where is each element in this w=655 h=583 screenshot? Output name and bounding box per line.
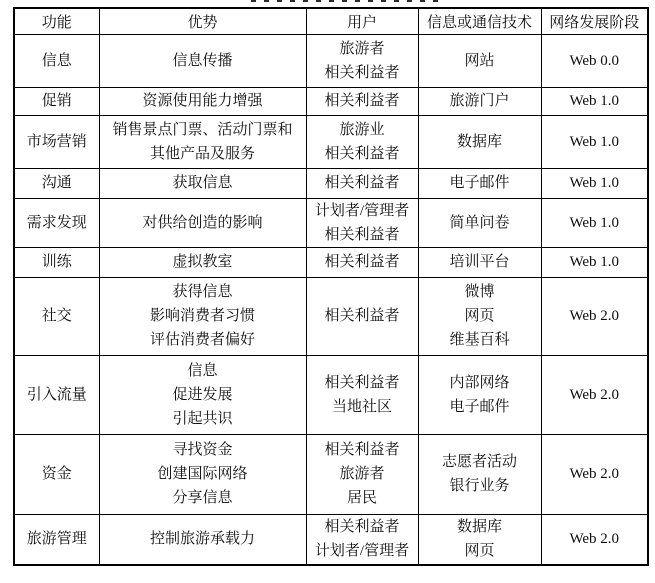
cell-technology xyxy=(418,87,541,115)
cell-line: 评估消费者偏好 xyxy=(149,332,255,348)
cell-line: 旅游者 xyxy=(339,466,385,482)
cell-line: 相关利益者 xyxy=(324,226,400,243)
functions-technology-table xyxy=(13,7,649,566)
cell-web-stage xyxy=(541,355,648,434)
cell-line: Web 1.0 xyxy=(569,175,620,191)
cell-advantages xyxy=(99,355,306,434)
table-row xyxy=(14,277,648,355)
cell-line: 旅游业 xyxy=(339,121,385,138)
cell-line: 内部网络 xyxy=(449,374,510,391)
cell-web-stage xyxy=(541,168,648,198)
cell-line: 相关利益者 xyxy=(324,442,400,458)
cell-function xyxy=(14,514,99,565)
table-row xyxy=(14,168,648,198)
cell-web-stage xyxy=(541,198,648,247)
cell-line: 社交 xyxy=(41,308,72,324)
table-body xyxy=(14,34,648,565)
cropped-text-fragment xyxy=(251,0,438,2)
cell-line: 志愿者活动 xyxy=(441,454,517,470)
cell-line: 销售景点门票、活动门票和 xyxy=(112,121,293,138)
cell-line: 市场营销 xyxy=(26,133,87,150)
cell-web-stage xyxy=(541,115,648,168)
table-header xyxy=(14,8,648,34)
cell-line: 引起共识 xyxy=(172,410,233,427)
cell-line: 旅游者 xyxy=(339,40,385,57)
cell-line: 当地社区 xyxy=(331,398,392,415)
cell-line: 相关利益者 xyxy=(324,93,400,109)
cell-web-stage xyxy=(541,434,648,514)
table-row xyxy=(14,355,648,434)
cell-technology xyxy=(418,514,541,565)
table-row xyxy=(14,198,648,247)
cell-line: Web 1.0 xyxy=(569,214,620,231)
cell-users xyxy=(306,87,418,115)
cell-web-stage xyxy=(541,247,648,277)
header-web-stage: 网络发展阶段 xyxy=(541,8,648,34)
cell-users xyxy=(306,277,418,355)
cell-line: 资金 xyxy=(41,466,72,482)
cell-line: Web 1.0 xyxy=(569,254,620,270)
cell-function xyxy=(14,115,99,168)
cell-line: 培训平台 xyxy=(449,254,510,270)
cell-line: 居民 xyxy=(346,490,377,506)
cell-line: 数据库 xyxy=(456,519,502,536)
table-row xyxy=(14,247,648,277)
cell-technology xyxy=(418,198,541,247)
cell-line: 资源使用能力增强 xyxy=(142,93,263,109)
cell-line: 维基百科 xyxy=(449,332,510,348)
cell-line: 训练 xyxy=(41,254,72,270)
cell-users xyxy=(306,34,418,87)
cell-users xyxy=(306,198,418,247)
cell-users xyxy=(306,514,418,565)
cell-line: 旅游门户 xyxy=(449,93,510,109)
cell-line: Web 2.0 xyxy=(569,308,620,324)
header-function: 功能 xyxy=(14,8,99,34)
cell-line: Web 2.0 xyxy=(569,386,620,403)
cell-users xyxy=(306,355,418,434)
cell-line: Web 2.0 xyxy=(569,466,620,482)
cell-line: 其他产品及服务 xyxy=(149,145,255,162)
cell-line: 微博 xyxy=(464,284,495,300)
cell-function xyxy=(14,277,99,355)
cell-line: 寻找资金 xyxy=(172,442,233,458)
table-row xyxy=(14,87,648,115)
cell-line: Web 1.0 xyxy=(569,133,620,150)
cell-line: 相关利益者 xyxy=(324,519,400,536)
cell-advantages xyxy=(99,277,306,355)
cell-users xyxy=(306,247,418,277)
cell-line: 信息 xyxy=(41,52,72,69)
table-row xyxy=(14,115,648,168)
cell-advantages xyxy=(99,434,306,514)
header-advantages: 优势 xyxy=(99,8,306,34)
cell-advantages xyxy=(99,34,306,87)
cell-line: 对供给创造的影响 xyxy=(142,214,263,231)
cell-function xyxy=(14,87,99,115)
cell-line: 网页 xyxy=(464,543,495,560)
cell-technology xyxy=(418,247,541,277)
cell-web-stage xyxy=(541,277,648,355)
cell-advantages xyxy=(99,514,306,565)
cell-technology xyxy=(418,355,541,434)
cell-line: 电子邮件 xyxy=(449,398,510,415)
table-row xyxy=(14,34,648,87)
cell-line: 获取信息 xyxy=(172,175,233,191)
cell-function xyxy=(14,34,99,87)
cell-web-stage xyxy=(541,87,648,115)
cell-line: 相关利益者 xyxy=(324,254,400,270)
cell-line: 相关利益者 xyxy=(324,374,400,391)
cell-line: Web 2.0 xyxy=(569,531,620,548)
cell-technology xyxy=(418,168,541,198)
cell-technology xyxy=(418,434,541,514)
cell-line: 数据库 xyxy=(456,133,502,150)
cell-function xyxy=(14,198,99,247)
cell-line: 引入流量 xyxy=(26,386,87,403)
cell-advantages xyxy=(99,247,306,277)
cell-function xyxy=(14,434,99,514)
cell-advantages xyxy=(99,168,306,198)
cell-line: Web 0.0 xyxy=(569,52,620,69)
cell-users xyxy=(306,115,418,168)
header-users: 用户 xyxy=(306,8,418,34)
cell-line: 网页 xyxy=(464,308,495,324)
document-sheet xyxy=(13,7,649,566)
cell-line: 信息传播 xyxy=(172,52,233,69)
cell-line: 银行业务 xyxy=(449,478,510,494)
table-row xyxy=(14,514,648,565)
cell-function xyxy=(14,168,99,198)
cell-web-stage xyxy=(541,514,648,565)
cell-line: 分享信息 xyxy=(172,490,233,506)
cell-advantages xyxy=(99,115,306,168)
cell-technology xyxy=(418,115,541,168)
header-row xyxy=(14,8,648,34)
cell-line: 虚拟教室 xyxy=(172,254,233,270)
table-row xyxy=(14,434,648,514)
cell-line: 促销 xyxy=(41,93,72,109)
cell-line: 相关利益者 xyxy=(324,145,400,162)
cell-line: 简单问卷 xyxy=(449,214,510,231)
cell-function xyxy=(14,355,99,434)
cell-users xyxy=(306,168,418,198)
cell-advantages xyxy=(99,198,306,247)
cell-line: 相关利益者 xyxy=(324,64,400,81)
cell-line: 旅游管理 xyxy=(26,531,87,548)
cell-line: 促进发展 xyxy=(172,386,233,403)
cell-line: 创建国际网络 xyxy=(157,466,248,482)
header-technology: 信息或通信技术 xyxy=(418,8,541,34)
cell-users xyxy=(306,434,418,514)
cell-advantages xyxy=(99,87,306,115)
cell-line: 相关利益者 xyxy=(324,308,400,324)
cell-line: 影响消费者习惯 xyxy=(149,308,255,324)
cell-line: 需求发现 xyxy=(26,214,87,231)
cell-line: Web 1.0 xyxy=(569,93,620,109)
cell-technology xyxy=(418,34,541,87)
cell-line: 获得信息 xyxy=(172,284,233,300)
cell-line: 计划者/管理者 xyxy=(314,543,410,560)
cell-line: 计划者/管理者 xyxy=(314,202,410,219)
cell-function xyxy=(14,247,99,277)
cell-line: 电子邮件 xyxy=(449,175,510,191)
cell-technology xyxy=(418,277,541,355)
cell-line: 网站 xyxy=(464,52,495,69)
cell-web-stage xyxy=(541,34,648,87)
cell-line: 相关利益者 xyxy=(324,175,400,191)
cell-line: 沟通 xyxy=(41,175,72,191)
cell-line: 信息 xyxy=(187,362,218,379)
cell-line: 控制旅游承载力 xyxy=(149,531,255,548)
